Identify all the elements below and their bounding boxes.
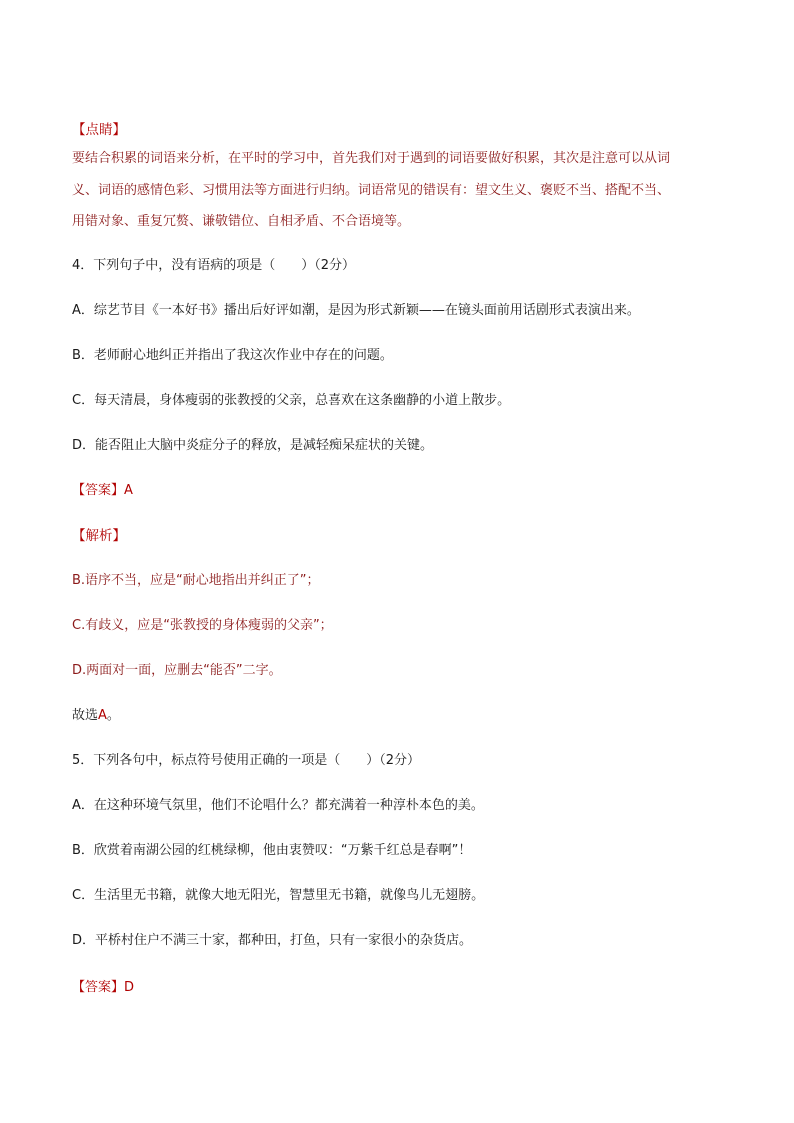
dianjing-line-3: 用错对象、重复冗赘、谦敬错位、自相矛盾、不合语境等。 xyxy=(72,214,411,229)
q4-analysis-heading: 【解析】 xyxy=(72,528,126,544)
q5-stem: 5．下列各句中，标点符号使用正确的一项是（ ）（2分） xyxy=(72,753,421,768)
q4-option-b: B．老师耐心地纠正并指出了我这次作业中存在的问题。 xyxy=(72,348,393,363)
q4-conclusion xyxy=(72,707,722,725)
q4-answer-label: 【答案】 xyxy=(72,483,125,498)
q5-answer-label: 【答案】 xyxy=(72,980,125,995)
q4-conclusion-prefix: 故选 xyxy=(72,708,99,723)
q4-option-c: C．每天清晨，身体瘦弱的张教授的父亲，总喜欢在这条幽静的小道上散步。 xyxy=(72,393,511,408)
q4-conclusion-value: A xyxy=(98,708,107,723)
q5-option-d: D．平桥村住户不满三十家，都种田，打鱼，只有一家很小的杂货店。 xyxy=(72,933,473,948)
q5-answer-value: D xyxy=(124,980,135,995)
q5-option-b: B．欣赏着南湖公园的红桃绿柳，他由衷赞叹：“万紫千红总是春啊”！ xyxy=(72,843,472,858)
q4-option-a: A．综艺节目《一本好书》播出后好评如潮，是因为形式新颖——在镜头面前用话剧形式表演出来。 xyxy=(72,303,640,318)
q4-analysis-line-d: D.两面对一面，应删去“能否”二字。 xyxy=(72,663,282,678)
q4-conclusion-suffix: 。 xyxy=(106,708,120,723)
dianjing-line-2: 义、词语的感情色彩、习惯用法等方面进行归纳。词语常见的错误有：望文生义、褒贬不当、搭配不当、 xyxy=(72,183,671,198)
q4-option-d: D．能否阻止大脑中炎症分子的释放，是减轻痴呆症状的关键。 xyxy=(72,438,434,453)
dianjing-line-1: 要结合积累的词语来分析，在平时的学习中，首先我们对于遇到的词语要做好积累，其次是注意可以从词 xyxy=(72,151,671,166)
q4-stem: 4．下列句子中，没有语病的项是（ ）（2分） xyxy=(72,258,356,273)
q5-option-a: A．在这种环境气氛里，他们不论唱什么？都充满着一种淳朴本色的美。 xyxy=(72,798,484,813)
q5-option-c: C．生活里无书籍，就像大地无阳光，智慧里无书籍，就像鸟儿无翅膀。 xyxy=(72,888,485,903)
q4-analysis-line-b: B.语序不当，应是“耐心地指出并纠正了”； xyxy=(72,573,320,588)
dianjing-heading: 【点睛】 xyxy=(72,122,126,138)
q4-answer-value: A xyxy=(124,483,133,498)
q4-analysis-line-c: C.有歧义，应是“张教授的身体瘦弱的父亲”； xyxy=(72,618,333,633)
q4-answer xyxy=(72,482,722,500)
q5-answer xyxy=(72,979,722,997)
